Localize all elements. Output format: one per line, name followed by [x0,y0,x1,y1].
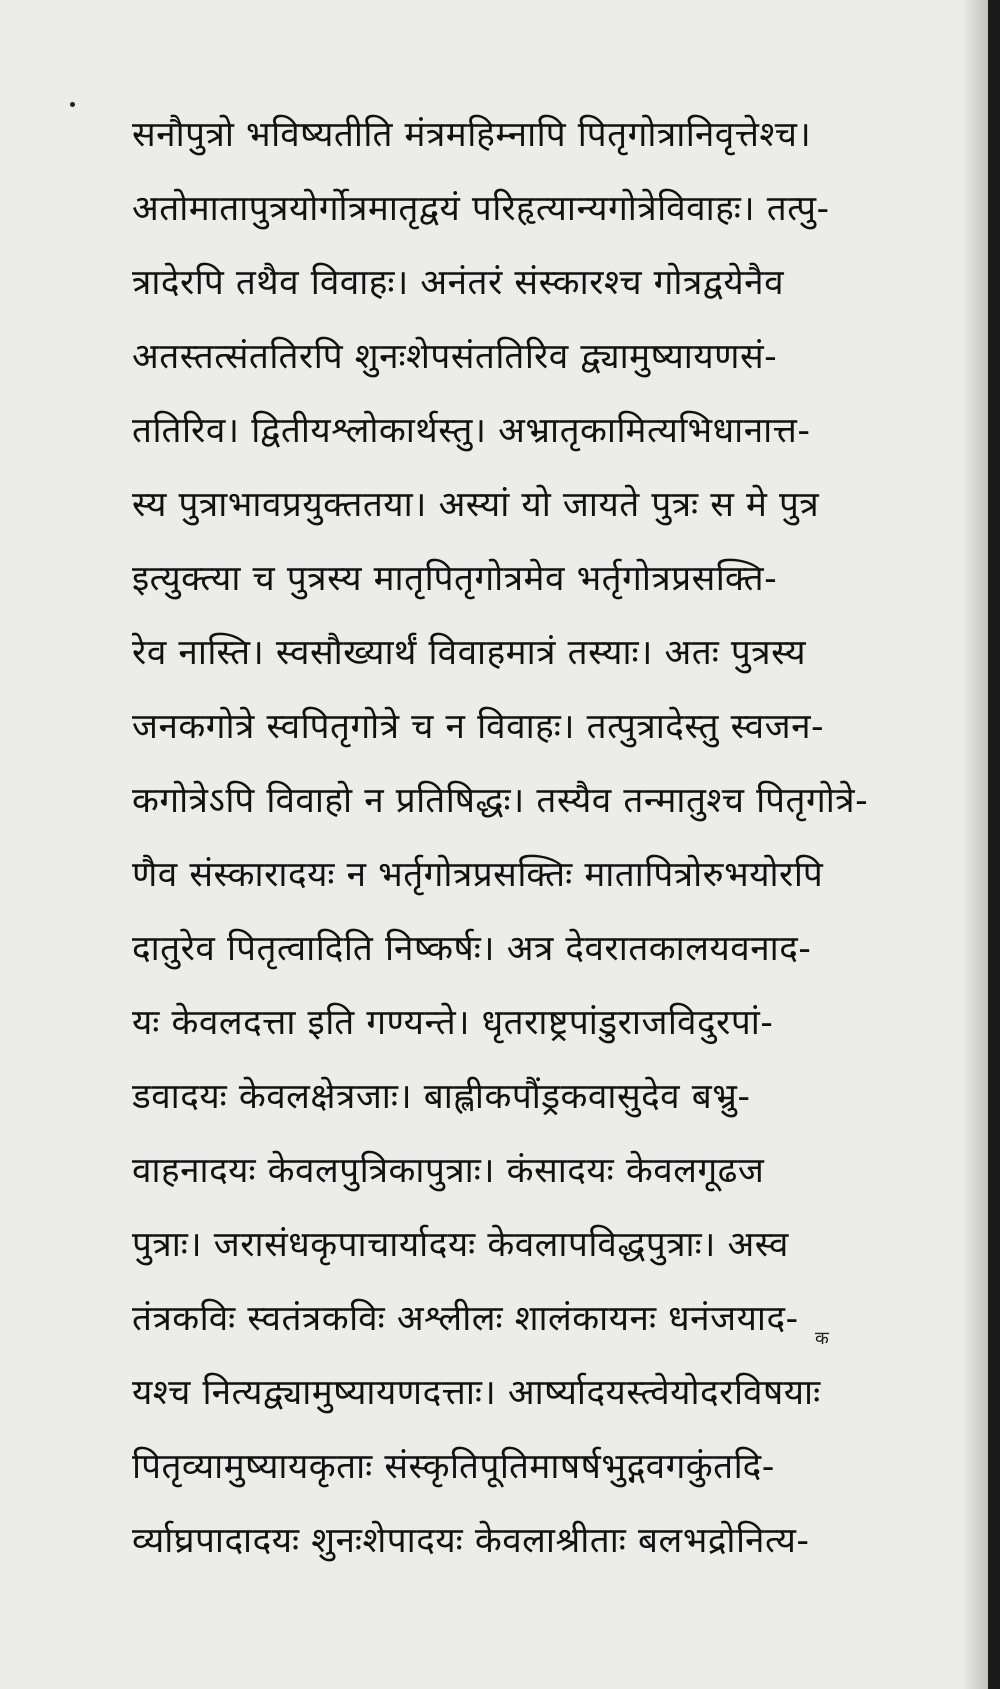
manuscript-line-6: स्य पुत्राभावप्रयुक्ततया। अस्यां यो जायते पुत्रः स मे पुत्र [132,485,820,525]
manuscript-line-8: रेव नास्ति। स्वसौख्यार्थं विवाहमात्रं तस्याः। अतः पुत्रस्य [132,633,807,673]
binding-shadow [962,0,988,1689]
manuscript-text [132,98,922,1578]
interlinear-correction: क [815,1328,829,1349]
manuscript-line-15: वाहनादयः केवलपुत्रिकापुत्राः। कंसादयः केवलगूढज [132,1151,765,1191]
manuscript-line-3: त्रादेरपि तथैव विवाहः। अनंतरं संस्कारश्च गोत्रद्वयेनैव [132,263,785,303]
manuscript-line-5: ततिरिव। द्वितीयश्लोकार्थस्तु। अभ्रातृकामित्यभिधानात्त- [132,411,811,451]
manuscript-line-2: अतोमातापुत्रयोर्गोत्रमातृद्वयं परिहृत्यान्यगोत्रेविवाहः। तत्पु- [132,189,830,229]
manuscript-line-13: यः केवलदत्ता इति गण्यन्ते। धृतराष्ट्रपांडुराजविदुरपां- [132,1003,774,1043]
manuscript-line-12: दातुरेव पितृत्वादिति निष्कर्षः। अत्र देवरातकालयवनाद- [132,929,812,969]
manuscript-line-1: सनौपुत्रो भविष्यतीति मंत्रमहिम्नापि पितृगोत्रानिवृत्तेश्च। [132,115,812,155]
manuscript-line-9: जनकगोत्रे स्वपितृगोत्रे च न विवाहः। तत्पुत्रादेस्तु स्वजन- [132,707,825,747]
page-binding-edge [988,0,1000,1689]
manuscript-line-16: पुत्राः। जरासंधकृपाचार्यादयः केवलापविद्धपुत्राः। अस्व [132,1225,789,1265]
manuscript-line-20: र्व्याघ्रपादादयः शुनःशेपादयः केवलाश्रीताः बलभद्रोनित्य- [132,1521,810,1561]
manuscript-line-7: इत्युक्त्या च पुत्रस्य मातृपितृगोत्रमेव भर्तृगोत्रप्रसक्ति- [132,559,778,599]
ink-dot [70,102,75,107]
manuscript-line-18: यश्च नित्यद्व्यामुष्यायणदत्ताः। आर्ष्यादयस्त्वेयोदरविषयाः [132,1373,821,1413]
manuscript-line-19: पितृव्यामुष्यायकृताः संस्कृतिपूतिमाषर्षभुद्गवगकुंतदि- [132,1447,775,1487]
manuscript-line-11: णैव संस्कारादयः न भर्तृगोत्रप्रसक्तिः मातापित्रोरुभयोरपि [132,855,824,895]
manuscript-line-10: कगोत्रेऽपि विवाहो न प्रतिषिद्धः। तस्यैव तन्मातुश्च पितृगोत्रे- [132,781,869,821]
manuscript-line-17: तंत्रकविः स्वतंत्रकविः अश्लीलः शालंकायनः धनंजयाद- [132,1299,799,1339]
manuscript-line-14: डवादयः केवलक्षेत्रजाः। बाह्लीकपौंड्रकवासुदेव बभ्रु- [132,1077,751,1117]
manuscript-line-4: अतस्तत्संततिरपि शुनःशेपसंततिरिव द्व्यामुष्यायणसं- [132,337,778,377]
